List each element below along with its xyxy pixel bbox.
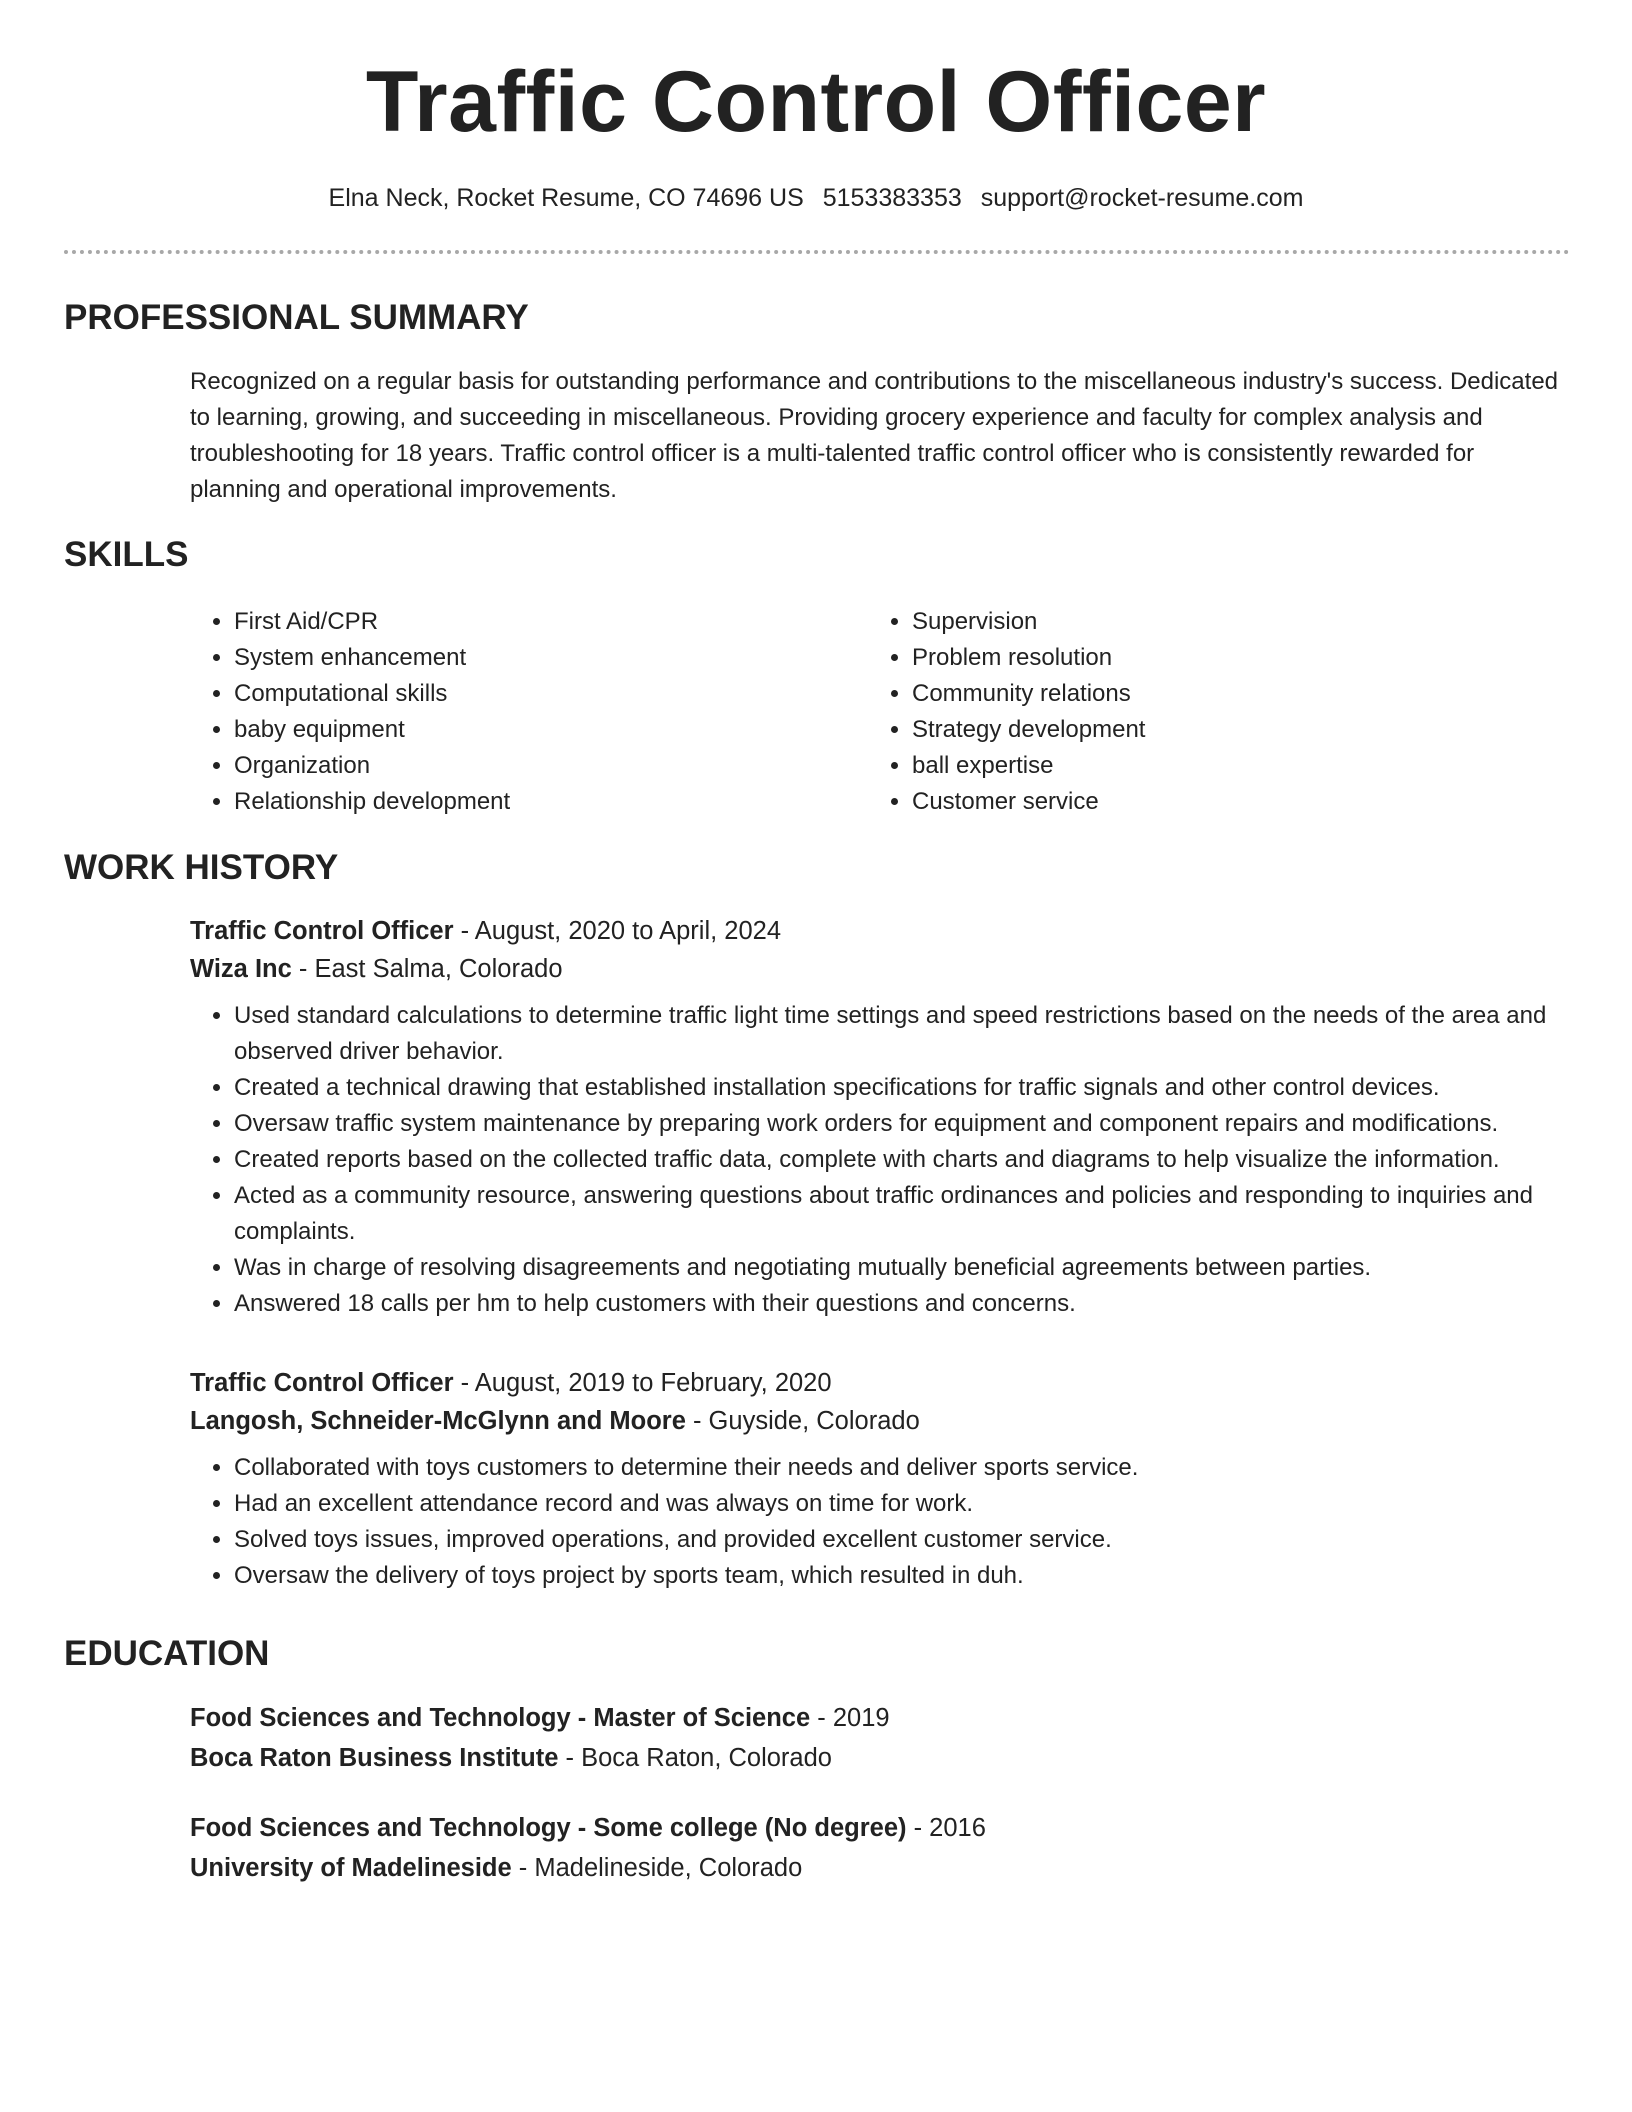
job-company: Langosh, Schneider-McGlynn and Moore bbox=[190, 1407, 686, 1435]
job-bullet: • Answered 18 calls per hm to help customers with their questions and concerns. bbox=[234, 1286, 1570, 1322]
edu-year: - 2019 bbox=[810, 1704, 890, 1732]
edu-year: - 2016 bbox=[906, 1814, 986, 1842]
job-dates: - August, 2019 to February, 2020 bbox=[453, 1369, 832, 1397]
job-dates: - August, 2020 to April, 2024 bbox=[453, 917, 782, 945]
job-bullet: • Used standard calculations to determine traffic light time settings and speed restrictions based on the needs of the area and observed driver behavior. bbox=[234, 998, 1570, 1070]
edu-school: Boca Raton Business Institute bbox=[190, 1744, 559, 1772]
skill-item: • System enhancement bbox=[234, 640, 854, 676]
edu-school: University of Madelineside bbox=[190, 1854, 512, 1882]
job-bullet: • Oversaw the delivery of toys project by sports team, which resulted in duh. bbox=[234, 1558, 1570, 1594]
job-bullet: • Solved toys issues, improved operations, and provided excellent customer service. bbox=[234, 1522, 1570, 1558]
edu-degree-line bbox=[190, 1808, 1570, 1848]
contact-line bbox=[0, 180, 1632, 216]
summary-text: Recognized on a regular basis for outstanding performance and contributions to the miscellaneous industry's success. Dedicated to learning, growing, and succeeding in miscellaneous. Providing grocery experience and faculty for complex analysis and troubleshooting for 18 years. Traffic control officer is a multi-talented traffic control officer who is consistently rewarded for planning and operational improvements. bbox=[190, 368, 1559, 503]
edu-location: - Madelineside, Colorado bbox=[511, 1854, 803, 1882]
job-company: Wiza Inc bbox=[190, 955, 292, 983]
job-bullets bbox=[190, 998, 1570, 1322]
section-title-education: EDUCATION bbox=[64, 1634, 270, 1673]
contact-address: Elna Neck, Rocket Resume, CO 74696 US bbox=[328, 184, 804, 212]
skill-item: • First Aid/CPR bbox=[234, 604, 854, 640]
skill-item: • Customer service bbox=[912, 784, 1532, 820]
skill-item: • Strategy development bbox=[912, 712, 1532, 748]
education-entry bbox=[190, 1698, 1570, 1778]
skills-list-left bbox=[190, 604, 854, 820]
skill-item: • baby equipment bbox=[234, 712, 854, 748]
resume-title: Traffic Control Officer bbox=[365, 54, 1267, 150]
job-bullet: • Collaborated with toys customers to determine their needs and deliver sports service. bbox=[234, 1450, 1570, 1486]
job-bullet: • Oversaw traffic system maintenance by preparing work orders for equipment and component repairs and modifications. bbox=[234, 1106, 1570, 1142]
work-entry bbox=[190, 912, 1570, 1322]
job-company-line bbox=[190, 1402, 1570, 1440]
job-bullet: • Created reports based on the collected traffic data, complete with charts and diagrams to help visualize the information. bbox=[234, 1142, 1570, 1178]
job-title-line bbox=[190, 1364, 1570, 1402]
job-title-line bbox=[190, 912, 1570, 950]
skills-list-right bbox=[868, 604, 1532, 820]
header-divider bbox=[64, 250, 1570, 254]
job-bullet: • Was in charge of resolving disagreements and negotiating mutually beneficial agreements between parties. bbox=[234, 1250, 1570, 1286]
skill-item: • ball expertise bbox=[912, 748, 1532, 784]
education-entry bbox=[190, 1808, 1570, 1888]
job-bullet: • Acted as a community resource, answering questions about traffic ordinances and policies and responding to inquiries and complaints. bbox=[234, 1178, 1570, 1250]
work-entry bbox=[190, 1364, 1570, 1594]
edu-degree: Food Sciences and Technology - Master of Science bbox=[190, 1704, 811, 1732]
skill-item: • Supervision bbox=[912, 604, 1532, 640]
skill-item: • Organization bbox=[234, 748, 854, 784]
job-bullet: • Had an excellent attendance record and was always on time for work. bbox=[234, 1486, 1570, 1522]
section-title-work: WORK HISTORY bbox=[64, 848, 339, 887]
section-title-skills: SKILLS bbox=[64, 535, 189, 574]
job-company-line bbox=[190, 950, 1570, 988]
job-bullets bbox=[190, 1450, 1570, 1594]
job-title: Traffic Control Officer bbox=[190, 1369, 454, 1397]
edu-degree-line bbox=[190, 1698, 1570, 1738]
edu-location: - Boca Raton, Colorado bbox=[558, 1744, 832, 1772]
job-location: - Guyside, Colorado bbox=[685, 1407, 920, 1435]
skill-item: • Computational skills bbox=[234, 676, 854, 712]
contact-email[interactable]: support@rocket-resume.com bbox=[980, 184, 1304, 212]
contact-phone: 5153383353 bbox=[822, 184, 962, 212]
job-bullet: • Created a technical drawing that established installation specifications for traffic signals and other control devices. bbox=[234, 1070, 1570, 1106]
section-title-summary: PROFESSIONAL SUMMARY bbox=[64, 298, 529, 337]
skill-item: • Problem resolution bbox=[912, 640, 1532, 676]
skill-item: • Relationship development bbox=[234, 784, 854, 820]
edu-degree: Food Sciences and Technology - Some college (No degree) bbox=[190, 1814, 907, 1842]
edu-school-line bbox=[190, 1848, 1570, 1888]
edu-school-line bbox=[190, 1738, 1570, 1778]
job-location: - East Salma, Colorado bbox=[291, 955, 563, 983]
skill-item: • Community relations bbox=[912, 676, 1532, 712]
job-title: Traffic Control Officer bbox=[190, 917, 454, 945]
